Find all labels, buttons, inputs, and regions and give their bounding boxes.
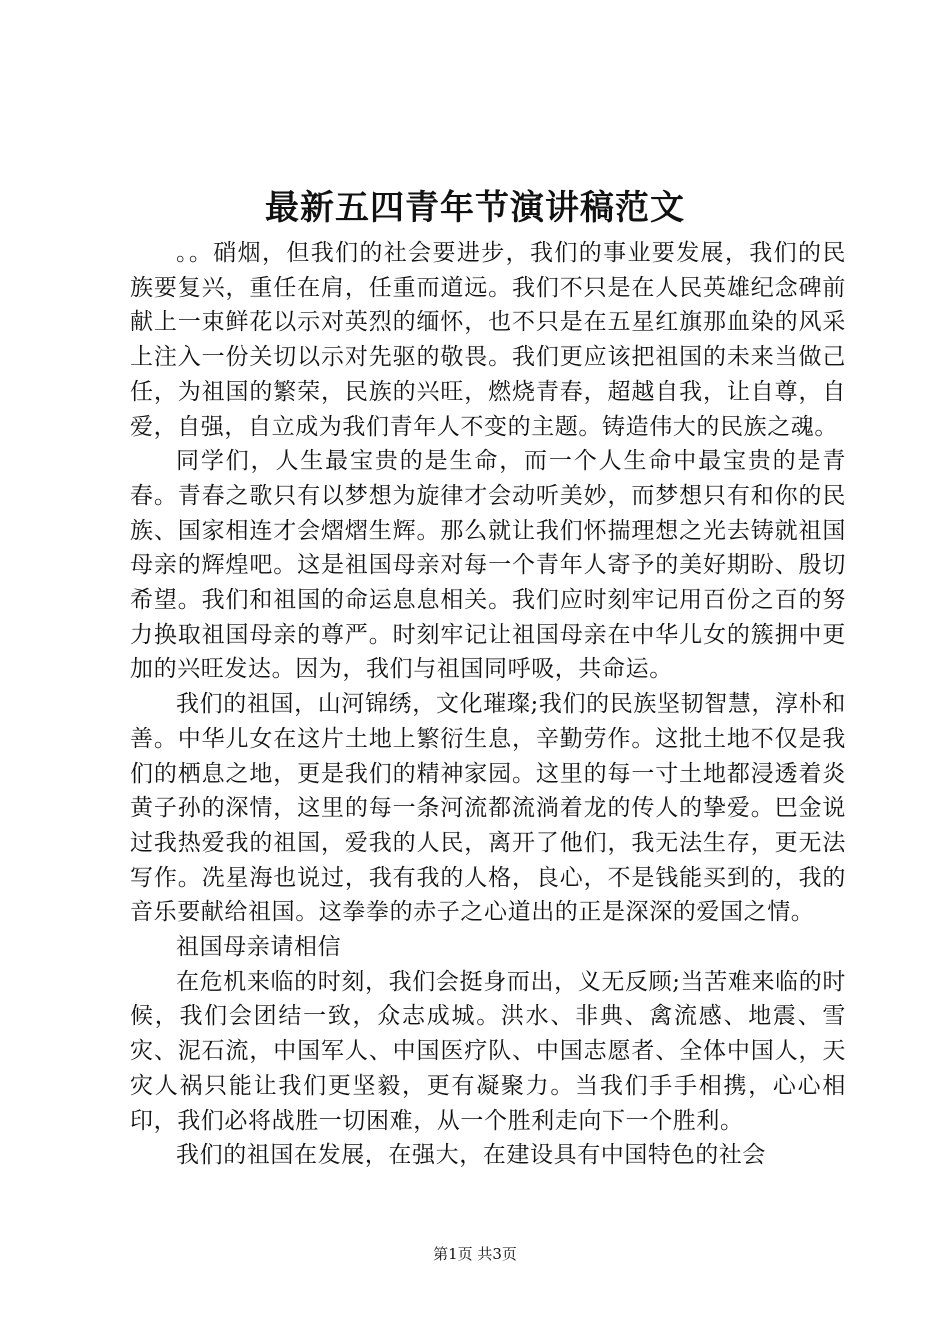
paragraph-2: 同学们，人生最宝贵的是生命，而一个人生命中最宝贵的是青春。青春之歌只有以梦想为旋律才会动听美妙，而梦想只有和你的民族、国家相连才会熠熠生辉。那么就让我们怀揣理想之光去铸就祖国母亲的辉煌吧。这是祖国母亲对每一个青年人寄予的美好期盼、殷切希望。我们和祖国的命运息息相关。我们应时刻牢记用百份之百的努力换取祖国母亲的尊严。时刻牢记让祖国母亲在中华儿女的簇拥中更加的兴旺发达。因为，我们与祖国同呼吸，共命运。 (130, 448, 846, 683)
paragraph-4: 祖国母亲请相信 (176, 934, 342, 961)
document-title: 最新五四青年节演讲稿范文 (265, 188, 685, 228)
paragraph-3: 我们的祖国，山河锦绣，文化璀璨;我们的民族坚韧智慧，淳朴和善。中华儿女在这片土地上繁衍生息，辛勤劳作。这批土地不仅是我们的栖息之地，更是我们的精神家园。这里的每一寸土地都浸透着炎黄子孙的深情，这里的每一条河流都流淌着龙的传人的挚爱。巴金说过我热爱我的祖国，爱我的人民，离开了他们，我无法生存，更无法写作。冼星海也说过，我有我的人格，良心，不是钱能买到的，我的音乐要献给祖国。这拳拳的赤子之心道出的正是深深的爱国之情。 (130, 691, 846, 926)
paragraph-1: 。。硝烟，但我们的社会要进步，我们的事业要发展，我们的民族要复兴，重任在肩，任重而道远。我们不只是在人民英雄纪念碑前献上一束鲜花以示对英烈的缅怀，也不只是在五星红旗那血染的风采上注入一份关切以示对先驱的敬畏。我们更应该把祖国的未来当做己任，为祖国的繁荣，民族的兴旺，燃烧青春，超越自我，让自尊，自爱，自强，自立成为我们青年人不变的主题。铸造伟大的民族之魂。 (130, 240, 846, 440)
page-number-footer: 第1页 共3页 (433, 1245, 517, 1263)
paragraph-6: 我们的祖国在发展，在强大，在建设具有中国特色的社会 (176, 1142, 766, 1169)
document-body (130, 236, 846, 1173)
paragraph-5: 在危机来临的时刻，我们会挺身而出，义无反顾;当苦难来临的时候，我们会团结一致，众志成城。洪水、非典、禽流感、地震、雪灾、泥石流，中国军人、中国医疗队、中国志愿者、全体中国人，天灾人祸只能让我们更坚毅，更有凝聚力。当我们手手相携，心心相印，我们必将战胜一切困难，从一个胜利走向下一个胜利。 (130, 968, 846, 1134)
